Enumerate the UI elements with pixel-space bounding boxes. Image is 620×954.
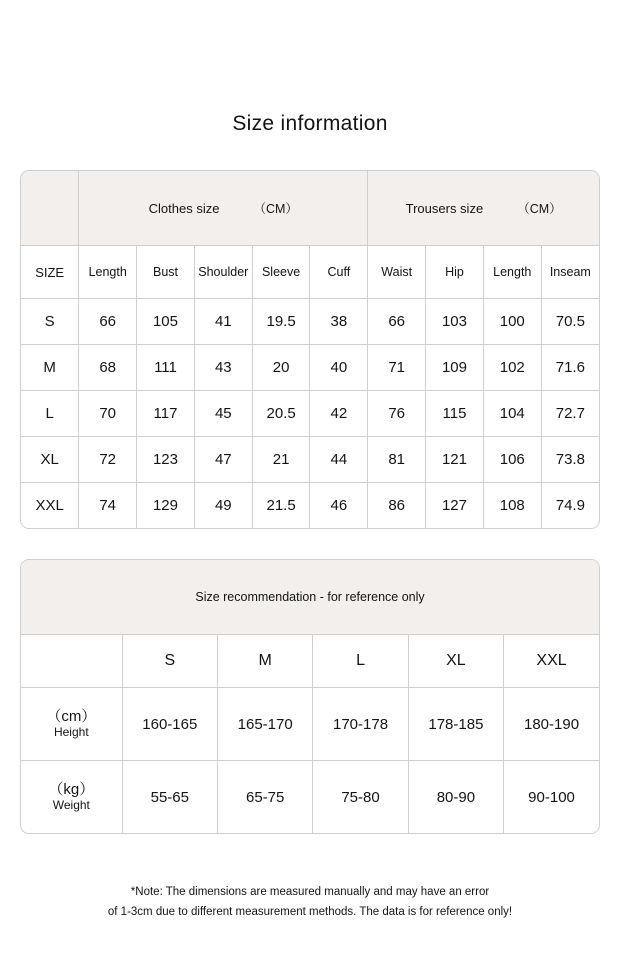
height-measure: Height: [53, 724, 89, 739]
cell-xxl-bust: 129: [137, 483, 195, 529]
row-label-m: M: [21, 345, 79, 391]
column-header-cuff: Cuff: [310, 246, 368, 299]
column-header-length-top: Length: [79, 246, 137, 299]
table-row: [21, 483, 599, 529]
size-table-corner-cell: [21, 171, 79, 246]
recommendation-size-m: M: [218, 635, 313, 688]
row-label-s: S: [21, 299, 79, 345]
cell-m-bust: 111: [137, 345, 195, 391]
cell-s-bust: 105: [137, 299, 195, 345]
cell-xl-sleeve: 21: [252, 437, 310, 483]
column-header-sleeve: Sleeve: [252, 246, 310, 299]
cell-s-shoulder: 41: [194, 299, 252, 345]
recommendation-table: [21, 560, 599, 833]
cell-l-waist: 76: [368, 391, 426, 437]
recommendation-size-xl: XL: [408, 635, 503, 688]
recommendation-row-label-weight: [21, 761, 122, 834]
cell-weight-s: 55-65: [122, 761, 217, 834]
cell-weight-m: 65-75: [218, 761, 313, 834]
cell-height-xxl: 180-190: [504, 688, 599, 761]
column-header-length-bottom: Length: [483, 246, 541, 299]
cell-xl-bust: 123: [137, 437, 195, 483]
group-unit-clothes: （CM）: [253, 202, 298, 216]
row-label-l: L: [21, 391, 79, 437]
cell-xl-inseam: 73.8: [541, 437, 599, 483]
cell-xxl-cuff: 46: [310, 483, 368, 529]
cell-height-s: 160-165: [122, 688, 217, 761]
recommendation-table-container: [20, 559, 600, 834]
size-table-group-header-row: [21, 171, 599, 246]
cell-s-length-bottom: 100: [483, 299, 541, 345]
table-row: [21, 688, 599, 761]
cell-m-waist: 71: [368, 345, 426, 391]
cell-weight-xxl: 90-100: [504, 761, 599, 834]
size-table-column-header-row: [21, 246, 599, 299]
cell-xl-length-bottom: 106: [483, 437, 541, 483]
row-label-xl: XL: [21, 437, 79, 483]
group-label-trousers: Trousers size: [405, 201, 484, 216]
column-header-waist: Waist: [368, 246, 426, 299]
cell-l-length-bottom: 104: [483, 391, 541, 437]
table-row: [21, 437, 599, 483]
cell-xxl-hip: 127: [426, 483, 484, 529]
cell-xxl-length-top: 74: [79, 483, 137, 529]
recommendation-size-l: L: [313, 635, 408, 688]
cell-xl-shoulder: 47: [194, 437, 252, 483]
cell-s-length-top: 66: [79, 299, 137, 345]
weight-unit: （kg）: [48, 780, 95, 798]
column-header-inseam: Inseam: [541, 246, 599, 299]
cell-height-m: 165-170: [218, 688, 313, 761]
column-header-size: SIZE: [21, 246, 79, 299]
cell-xxl-inseam: 74.9: [541, 483, 599, 529]
height-unit: （cm）: [46, 707, 97, 725]
cell-xl-length-top: 72: [79, 437, 137, 483]
cell-l-shoulder: 45: [194, 391, 252, 437]
table-row: [21, 299, 599, 345]
cell-xxl-shoulder: 49: [194, 483, 252, 529]
column-header-hip: Hip: [426, 246, 484, 299]
measurement-note: [50, 882, 570, 922]
cell-xl-cuff: 44: [310, 437, 368, 483]
column-header-shoulder: Shoulder: [194, 246, 252, 299]
cell-m-length-bottom: 102: [483, 345, 541, 391]
cell-m-hip: 109: [426, 345, 484, 391]
recommendation-header-row: [21, 635, 599, 688]
cell-s-cuff: 38: [310, 299, 368, 345]
recommendation-size-s: S: [122, 635, 217, 688]
group-unit-trousers: （CM）: [517, 202, 562, 216]
cell-l-bust: 117: [137, 391, 195, 437]
measurement-note-line-2: of 1-3cm due to different measurement methods. The data is for reference only!: [107, 906, 513, 919]
weight-measure: Weight: [52, 797, 90, 812]
cell-m-cuff: 40: [310, 345, 368, 391]
cell-m-sleeve: 20: [252, 345, 310, 391]
cell-s-sleeve: 19.5: [252, 299, 310, 345]
recommendation-size-xxl: XXL: [504, 635, 599, 688]
recommendation-corner-cell: [21, 635, 122, 688]
cell-xxl-length-bottom: 108: [483, 483, 541, 529]
row-label-xxl: XXL: [21, 483, 79, 529]
group-header-clothes: [79, 171, 368, 246]
group-header-trousers: [368, 171, 599, 246]
cell-s-hip: 103: [426, 299, 484, 345]
measurement-note-line-1: *Note: The dimensions are measured manually and may have an error: [130, 886, 490, 898]
recommendation-title-row: [21, 560, 599, 635]
table-row: [21, 391, 599, 437]
cell-s-inseam: 70.5: [541, 299, 599, 345]
group-label-clothes: Clothes size: [148, 201, 220, 216]
recommendation-title: Size recommendation - for reference only: [21, 560, 599, 635]
cell-m-length-top: 68: [79, 345, 137, 391]
cell-m-inseam: 71.6: [541, 345, 599, 391]
cell-xxl-waist: 86: [368, 483, 426, 529]
cell-height-l: 170-178: [313, 688, 408, 761]
cell-l-length-top: 70: [79, 391, 137, 437]
cell-m-shoulder: 43: [194, 345, 252, 391]
cell-l-sleeve: 20.5: [252, 391, 310, 437]
cell-weight-l: 75-80: [313, 761, 408, 834]
size-table: [21, 171, 599, 528]
column-header-bust: Bust: [137, 246, 195, 299]
page-title: Size information: [232, 112, 388, 135]
recommendation-row-label-height: [21, 688, 122, 761]
cell-xl-hip: 121: [426, 437, 484, 483]
cell-l-cuff: 42: [310, 391, 368, 437]
table-row: [21, 345, 599, 391]
table-row: [21, 761, 599, 834]
cell-l-hip: 115: [426, 391, 484, 437]
cell-xl-waist: 81: [368, 437, 426, 483]
cell-s-waist: 66: [368, 299, 426, 345]
cell-l-inseam: 72.7: [541, 391, 599, 437]
cell-height-xl: 178-185: [408, 688, 503, 761]
cell-weight-xl: 80-90: [408, 761, 503, 834]
size-table-container: [20, 170, 600, 529]
cell-xxl-sleeve: 21.5: [252, 483, 310, 529]
